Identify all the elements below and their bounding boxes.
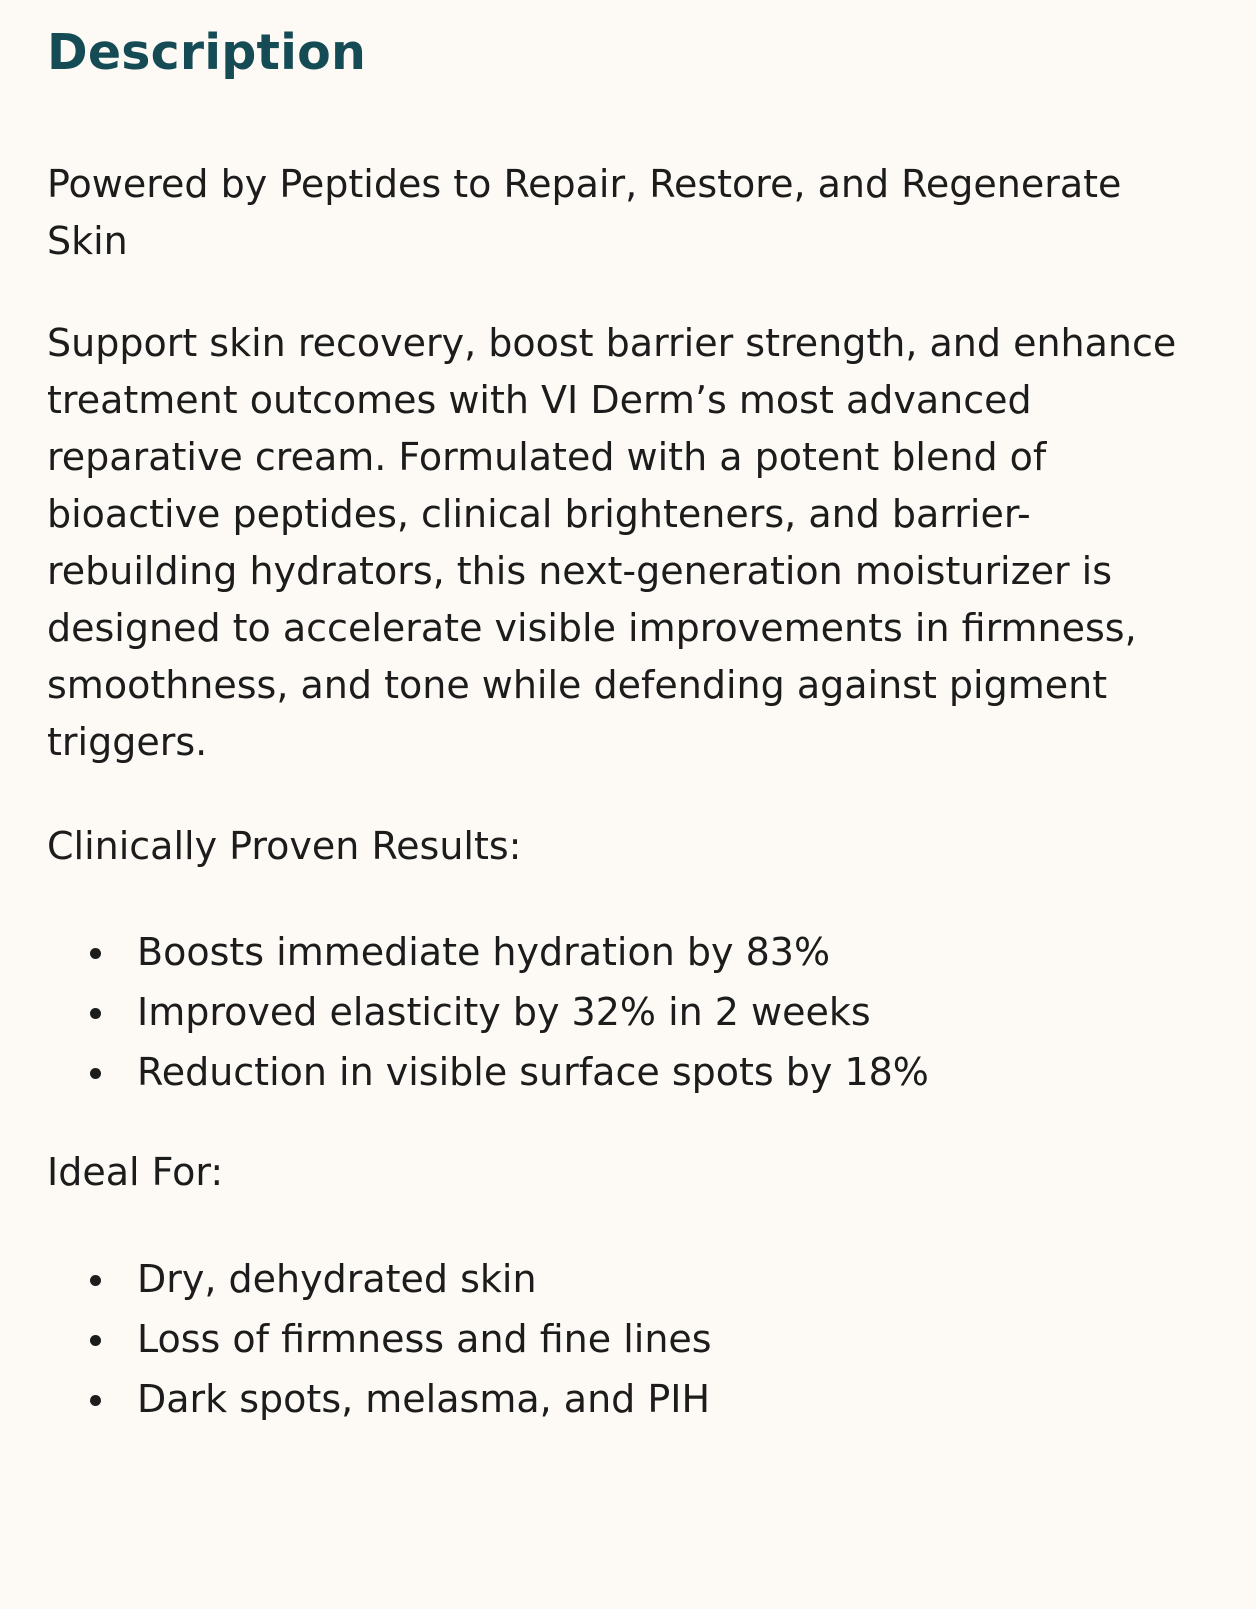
list-item — [0, 1309, 1180, 1369]
ideal-for-text: Loss of firmness and fine lines — [137, 1317, 712, 1361]
bullet-icon — [90, 1068, 101, 1079]
results-heading: Clinically Proven Results: — [47, 824, 522, 868]
bullet-icon — [90, 1008, 101, 1019]
result-text: Reduction in visible surface spots by 18% — [137, 1050, 929, 1094]
results-list — [0, 922, 1180, 1102]
section-title: Description — [47, 24, 367, 81]
result-text: Boosts immediate hydration by 83% — [137, 930, 831, 974]
ideal-for-text: Dark spots, melasma, and PIH — [137, 1377, 711, 1421]
product-description: Support skin recovery, boost barrier strength, and enhance treatment outcomes with VI Derm’s most advanced reparative cream. Formulated with a potent blend of bioactive peptides, clinical brighteners, and barrier-rebuilding hydrators, this next-generation moisturizer is designed to accelerate visible improvements in firmness, smoothness, and tone while defending against pigment triggers. — [47, 321, 1177, 764]
ideal-for-heading: Ideal For: — [47, 1150, 224, 1194]
result-text: Improved elasticity by 32% in 2 weeks — [137, 990, 871, 1034]
ideal-for-text: Dry, dehydrated skin — [137, 1257, 537, 1301]
list-item — [0, 1369, 1180, 1429]
bullet-icon — [90, 1395, 101, 1406]
list-item — [0, 982, 1180, 1042]
list-item — [0, 1249, 1180, 1309]
bullet-icon — [90, 948, 101, 959]
bullet-icon — [90, 1275, 101, 1286]
ideal-for-list — [0, 1249, 1180, 1429]
product-subtitle: Powered by Peptides to Repair, Restore, and Regenerate Skin — [47, 162, 1122, 263]
bullet-icon — [90, 1335, 101, 1346]
list-item — [0, 1042, 1180, 1102]
list-item — [0, 922, 1180, 982]
